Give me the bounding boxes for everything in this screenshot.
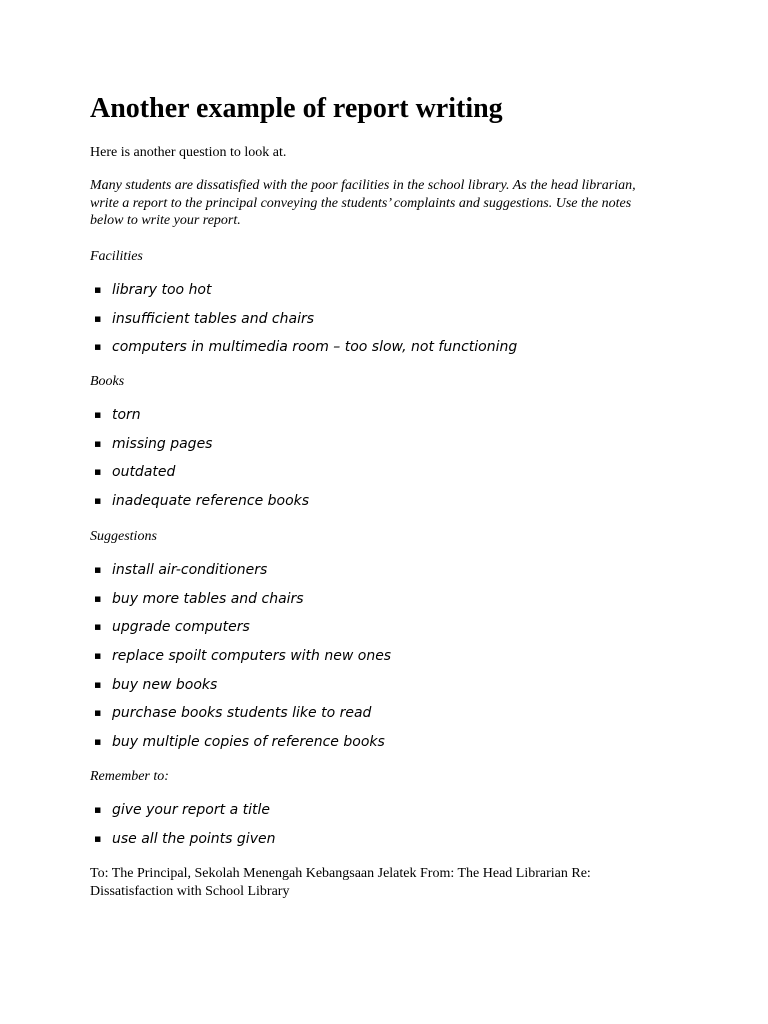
list-item-text: buy new books xyxy=(112,676,218,693)
section-heading-facilities: Facilities xyxy=(90,249,143,264)
section-heading-remember: Remember to: xyxy=(90,769,169,784)
list-item-text: insufficient tables and chairs xyxy=(112,310,315,327)
section-heading-books: Books xyxy=(90,374,125,389)
list-item-text: computers in multimedia room – too slow, not functioning xyxy=(112,339,518,356)
report-header-text: To: The Principal, Sekolah Menengah Kebangsaan Jelatek From: The Head Librarian Re: Dissatisfaction with School Library xyxy=(90,866,591,899)
list-item-text: inadequate reference books xyxy=(112,493,310,510)
bullet-icon: ▪ xyxy=(94,563,102,576)
bullet-icon: ▪ xyxy=(94,283,102,296)
bullet-icon: ▪ xyxy=(94,311,102,325)
list-item-text: library too hot xyxy=(112,282,212,298)
bullet-icon: ▪ xyxy=(94,620,102,634)
section-heading-suggestions: Suggestions xyxy=(90,529,157,544)
bullet-icon: ▪ xyxy=(94,436,102,450)
bullet-icon: ▪ xyxy=(94,706,102,720)
list-item-text: purchase books students like to read xyxy=(112,705,372,722)
list-item-text: missing pages xyxy=(112,435,213,452)
bullet-icon: ▪ xyxy=(94,494,102,508)
question-prompt: Many students are dissatisfied with the poor facilities in the school library. As the head librarian, write a report to the principal conveying the students’ complaints and suggestions. Use the notes below to write your report. xyxy=(90,178,636,228)
bullet-icon: ▪ xyxy=(94,803,102,816)
list-item-text: outdated xyxy=(112,464,176,481)
bullet-icon: ▪ xyxy=(94,465,102,479)
bullet-icon: ▪ xyxy=(94,591,102,605)
bullet-icon: ▪ xyxy=(94,831,102,845)
list-item-text: use all the points given xyxy=(112,830,276,847)
list-item-text: upgrade computers xyxy=(112,619,250,636)
bullet-icon: ▪ xyxy=(94,649,102,663)
bullet-icon: ▪ xyxy=(94,408,102,421)
bullet-icon: ▪ xyxy=(94,735,102,749)
page-title: Another example of report writing xyxy=(90,93,503,124)
list-item-text: replace spoilt computers with new ones xyxy=(112,648,392,665)
list-item-text: buy multiple copies of reference books xyxy=(112,734,385,751)
bullet-icon: ▪ xyxy=(94,340,102,354)
list-item-text: install air-conditioners xyxy=(112,562,268,578)
list-item-text: torn xyxy=(112,407,141,423)
list-item-text: give your report a title xyxy=(112,802,270,818)
bullet-icon: ▪ xyxy=(94,677,102,691)
intro-text: Here is another question to look at. xyxy=(90,145,287,160)
list-item-text: buy more tables and chairs xyxy=(112,590,304,607)
